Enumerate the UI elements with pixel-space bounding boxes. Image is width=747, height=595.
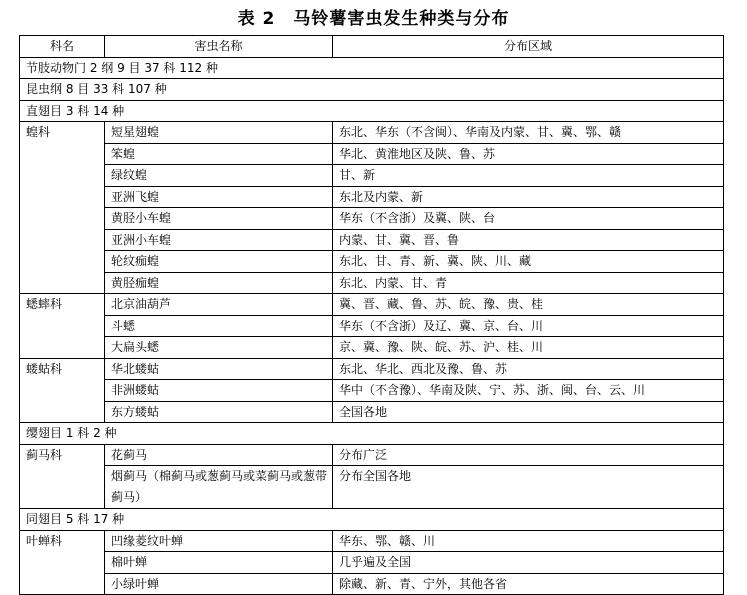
table-row: [20, 143, 724, 165]
distribution-region: 除藏、新、青、宁外，其他各省: [333, 573, 724, 595]
table-row: [20, 229, 724, 251]
group-row: [20, 100, 724, 122]
distribution-region: 分布全国各地: [333, 466, 724, 509]
pest-name: 短星翅蝗: [105, 122, 333, 144]
table-row: [20, 337, 724, 359]
pest-name: 小绿叶蝉: [105, 573, 333, 595]
table-row: [20, 208, 724, 230]
distribution-region: 东北、华北、西北及豫、鲁、苏: [333, 358, 724, 380]
table-row: [20, 186, 724, 208]
pest-name: 绿纹蝗: [105, 165, 333, 187]
distribution-region: 几乎遍及全国: [333, 552, 724, 574]
pest-name: 轮纹痂蝗: [105, 251, 333, 273]
distribution-region: 华中（不含豫）、华南及陕、宁、苏、浙、闽、台、云、川: [333, 380, 724, 402]
distribution-region: 东北及内蒙、新: [333, 186, 724, 208]
table-row: [20, 165, 724, 187]
group-label: 直翅目 3 科 14 种: [20, 100, 724, 122]
distribution-region: 华东（不含浙）及冀、陕、台: [333, 208, 724, 230]
table-row: [20, 466, 724, 509]
group-label: 缨翅目 1 科 2 种: [20, 423, 724, 445]
table-title: 表 2 马铃薯害虫发生种类与分布: [237, 9, 510, 29]
table-row: [20, 294, 724, 316]
pest-name: 棉叶蝉: [105, 552, 333, 574]
table-row: [20, 122, 724, 144]
distribution-region: 甘、新: [333, 165, 724, 187]
pest-name: 黄胫小车蝗: [105, 208, 333, 230]
pest-name: 黄胫痂蝗: [105, 272, 333, 294]
group-row: [20, 79, 724, 101]
distribution-region: 华东（不含浙）及辽、冀、京、台、川: [333, 315, 724, 337]
distribution-region: 华东、鄂、赣、川: [333, 530, 724, 552]
pest-name: 花蓟马: [105, 444, 333, 466]
header-family: 科名: [20, 36, 105, 58]
header-region: 分布区域: [333, 36, 724, 58]
distribution-region: 分布广泛: [333, 444, 724, 466]
group-label: 昆虫纲 8 目 33 科 107 种: [20, 79, 724, 101]
pest-name: 华北蝼蛄: [105, 358, 333, 380]
group-row: [20, 423, 724, 445]
header-pest-name: 害虫名称: [105, 36, 333, 58]
distribution-region: 东北、华东（不含闽）、华南及内蒙、甘、冀、鄂、赣: [333, 122, 724, 144]
distribution-region: 内蒙、甘、冀、晋、鲁: [333, 229, 724, 251]
family-name: 蓟马科: [20, 444, 105, 509]
table-row: [20, 358, 724, 380]
pest-name: 大扁头蟋: [105, 337, 333, 359]
pest-name: 亚洲飞蝗: [105, 186, 333, 208]
table-row: [20, 315, 724, 337]
family-name: 蝗科: [20, 122, 105, 294]
family-name: 蝼蛄科: [20, 358, 105, 423]
pest-name: 笨蝗: [105, 143, 333, 165]
distribution-region: 华北、黄淮地区及陕、鲁、苏: [333, 143, 724, 165]
table-row: [20, 401, 724, 423]
group-row: [20, 57, 724, 79]
group-row: [20, 509, 724, 531]
pest-name: 东方蝼蛄: [105, 401, 333, 423]
pest-name: 斗蟋: [105, 315, 333, 337]
pest-name: 非洲蝼蛄: [105, 380, 333, 402]
table-row: [20, 552, 724, 574]
distribution-region: 冀、晋、藏、鲁、苏、皖、豫、贵、桂: [333, 294, 724, 316]
pest-distribution-table: [19, 35, 724, 595]
group-label: 同翅目 5 科 17 种: [20, 509, 724, 531]
table-row: [20, 444, 724, 466]
table-row: [20, 380, 724, 402]
distribution-region: 东北、内蒙、甘、青: [333, 272, 724, 294]
pest-name: 亚洲小车蝗: [105, 229, 333, 251]
distribution-region: 全国各地: [333, 401, 724, 423]
table-row: [20, 251, 724, 273]
pest-name: 凹缘菱纹叶蝉: [105, 530, 333, 552]
family-name: 叶蝉科: [20, 530, 105, 595]
distribution-region: 京、冀、豫、陕、皖、苏、沪、桂、川: [333, 337, 724, 359]
distribution-region: 东北、甘、青、新、冀、陕、川、藏: [333, 251, 724, 273]
family-name: 蟋蟀科: [20, 294, 105, 359]
pest-name: 烟蓟马（棉蓟马或葱蓟马或菜蓟马或葱带蓟马）: [105, 466, 333, 509]
pest-name: 北京油葫芦: [105, 294, 333, 316]
group-label: 节肢动物门 2 纲 9 目 37 科 112 种: [20, 57, 724, 79]
table-row: [20, 573, 724, 595]
header-row: [20, 36, 724, 58]
table-row: [20, 272, 724, 294]
table-row: [20, 530, 724, 552]
